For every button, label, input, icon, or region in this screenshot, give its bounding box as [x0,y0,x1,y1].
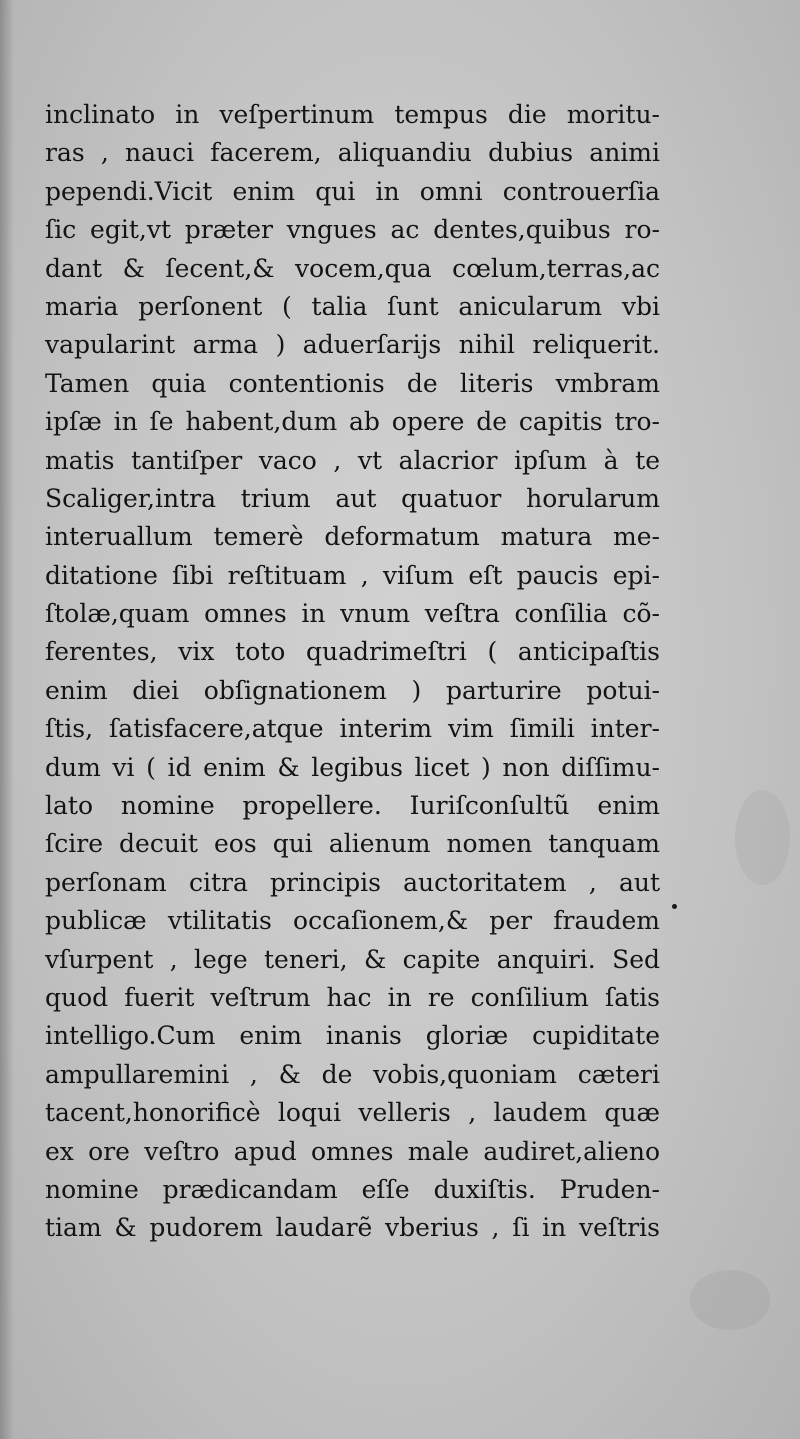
text-line: enim diei obſignationem ) parturire potui- [45,675,660,705]
text-line: matis tantiſper vaco , vt alacrior ipſum à te [45,445,660,475]
text-line: publicæ vtilitatis occaſionem,& per fraudem [45,906,660,936]
text-line: maria perſonent ( talia ſunt anicularum vbi [45,291,660,321]
gutter-shadow [0,0,14,1439]
text-line: pependi.Vicit enim qui in omni controuerſia [45,176,660,206]
text-line: vapularint arma ) aduerſarijs nihil reliquerit. [45,330,660,360]
text-line: interuallum temerè deformatum matura me- [45,522,660,552]
text-line: ras , nauci facerem, aliquandiu dubius animi [45,138,660,168]
text-line: tiam & pudorem laudarẽ vberius , ſi in veſtris [45,1213,660,1243]
text-line: ſic egit,vt præter vngues ac dentes,quibus ro- [45,215,660,245]
text-line: ditatione ſibi reſtituam , viſum eſt paucis epi- [45,560,660,590]
paper-stain [690,1270,770,1330]
text-line: dant & ſecent,& vocem,qua cœlum,terras,ac [45,253,660,283]
text-line: tacent,honorificè loqui velleris , laudem quæ [45,1098,660,1128]
text-line: dum vi ( id enim & legibus licet ) non diſſimu- [45,752,660,782]
text-line: ampullaremini , & de vobis,quoniam cæteri [45,1059,660,1089]
text-line: intelligo.Cum enim inanis gloriæ cupiditate [45,1021,660,1051]
text-line: ſcire decuit eos qui alienum nomen tanquam [45,829,660,859]
text-line: ferentes, vix toto quadrimeſtri ( anticipaſtis [45,637,660,667]
text-line: ſtis, ſatisfacere,atque interim vim ſimili inter- [45,714,660,744]
text-line: Scaliger,intra trium aut quatuor horularum [45,483,660,513]
text-line: ſtolæ,quam omnes in vnum veſtra conſilia cõ- [45,599,660,629]
text-line: ex ore veſtro apud omnes male audiret,alieno [45,1136,660,1166]
body-text [45,96,660,1248]
text-line: ipſæ in ſe habent,dum ab opere de capitis tro- [45,407,660,437]
text-line: quod fuerit veſtrum hac in re conſilium ſatis [45,982,660,1012]
text-line: Tamen quia contentionis de literis vmbram [45,368,660,398]
text-line: perſonam citra principis auctoritatem , aut [45,867,660,897]
text-line: lato nomine propellere. Iuriſconſultũ enim [45,791,660,821]
ink-speck [672,904,677,909]
text-line: vſurpent , lege teneri, & capite anquiri. Sed [45,944,660,974]
text-line: inclinato in veſpertinum tempus die moritu- [45,100,660,129]
paper-stain [735,790,790,885]
text-line: nomine prædicandam eſſe duxiſtis. Pruden- [45,1174,660,1204]
